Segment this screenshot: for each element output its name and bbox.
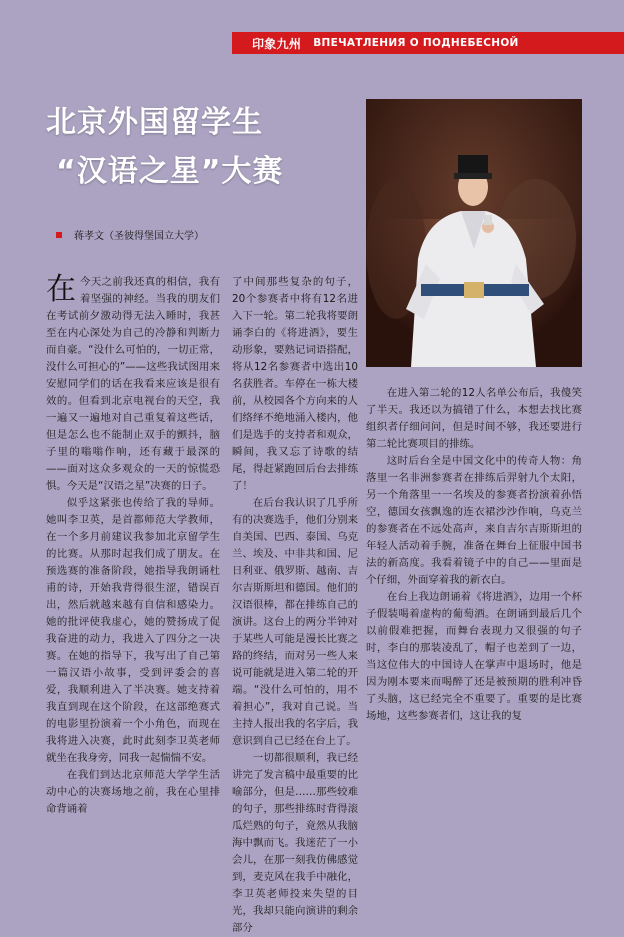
paragraph: 在我们到达北京师范大学学生活动中心的决赛场地之前，我在心里排命背诵着 <box>46 769 220 815</box>
byline-author: 蒋孝文（圣彼得堡国立大学） <box>74 231 204 242</box>
paragraph: 在进入第二轮的12人名单公布后，我傻笑了半天。我还以为搞错了什么，本想去找比赛组织者仔细问问，但是时间不够，我还要进行第二轮比赛项目的排练。 <box>366 387 582 450</box>
section-header-band <box>232 32 624 54</box>
article-title-line2: “汉语之星”大赛 <box>56 154 284 189</box>
byline-marker-icon <box>56 232 62 238</box>
section-title-ru: ВПЕЧАТЛЕНИЯ О ПОДНЕБЕСНОЙ <box>313 37 519 49</box>
paragraph: 在后台我认识了几乎所有的决赛选手，他们分别来自美国、巴西、泰国、乌克兰、埃及、中非共和国、尼日利亚、俄罗斯、越南、吉尔吉斯斯坦和德国。他们的汉语很棒，都在排练自己的演讲。这台上的两分半钟对于某些人可能是漫长比赛之路的终结，而对另一些人来说可能就是进入第二轮的开端。“没什么可怕的，用不着担心”，我对自己说。当主持人报出我的名字后，我意识到自己已经在台上了。 <box>232 497 358 747</box>
article-column-2 <box>232 274 358 934</box>
paragraph: 一切都很顺利，我已经讲完了发言稿中最重要的比喻部分，但是……那些较难的句子，那些排练时背得滚瓜烂熟的句子，竟然从我脑海中飘而飞。我迷茫了一小会儿，在那一刻我仿佛感觉到，麦克风在我手中融化，李卫英老师投来失望的目光，我却只能向演讲的剩余部分 <box>232 752 358 934</box>
performer-photo-illustration <box>366 99 582 367</box>
section-title-cn: 印象九州 <box>252 36 302 51</box>
article-title <box>46 98 366 196</box>
paragraph: 了中间那些复杂的句子，20个参赛者中将有12名进入下一轮。第二轮我将要朗诵李白的《将进酒》，要生动形象，要熟记词语搭配，将从12名参赛者中选出10名获胜者。车停在一栋大楼前，从校园各个方向来的人们络绎不绝地涌入楼内，他们是选手的支持者和观众，瞬间，我又忘了诗歌的结尾，得赶紧跑回后台去排练了！ <box>232 276 358 492</box>
article-column-3 <box>366 385 582 735</box>
paragraph: 这时后台全是中国文化中的传奇人物：角落里一名非洲参赛者在排练后羿射九个太阳，另一个角落里一一名埃及的参赛者扮演着孙悟空，德国女孩飘逸的连衣裙沙沙作响，乌克兰的参赛者在不远处高声，来自吉尔吉斯斯坦的年轻人活动着手腕，准备在舞台上征服中国书法的新高度。我看着镜子中的自己——里面是个仔细，外面穿着我的新衣白。 <box>366 455 582 586</box>
article-title-line1: 北京外国留学生 <box>46 105 263 140</box>
dropcap: 在 <box>46 272 76 307</box>
article-column-1 <box>46 272 220 815</box>
paragraph: 似乎这紧张也传给了我的导师。她叫李卫英，是首都师范大学教师，在一个多月前建议我参加北京留学生的比赛。从那时起我们成了朋友。在预选赛的准备阶段，她指导我朗诵杜甫的诗，开始我背得很生涩，错误百出，然后就越来越有自信和感染力。她的批评使我虚心，她的赞扬成了促我奋进的动力，我进入了四分之一决赛。在她的指导下，我写出了自己第一篇汉语小故事，受到评委会的喜爱，我顺利进入了半决赛。她支持着我直到现在这个阶段，在这部绝赛式的电影里扮演着一个小角色，而现在我将进入决赛，此时此刻李卫英老师就坐在我身旁，同我一起惴惴不安。 <box>46 497 220 764</box>
paragraph: 在台上我边朗诵着《将进酒》，边用一个杯子假装喝着虚构的葡萄酒。在朗诵到最后几个以前假难把握，而舞台表现力又很强的句子时，李白的那装凌乱了，帽子也差到了一边，当这位伟大的中国诗人在掌声中退场时，他是因为刚本要来而喝醉了还是被预期的胜利冲昏了头脑，这已经完全不重要了。重要的是比赛场地，这些参赛者们，这让我的复 <box>366 591 582 722</box>
byline <box>56 227 204 242</box>
article-photo <box>366 99 582 367</box>
paragraph: 在今天之前我还真的相信，我有着坚强的神经。当我的朋友们在考试前夕激动得无法入睡时，我甚至在内心深处为自己的冷静和判断力而自豪。“没什么可怕的，一切正常，没什么可担心的”——这些我试图用来安慰同学们的话在我看来应该是很有效的。但看到北京电视台的天空，我一遍又一遍地对自己重复着这些话，但是怎么也不能制止双手的颤抖，脑子里的嗡嗡作响，还有藏于最深的——面对这众多观众的一天的惊慌恐惧。今天是“汉语之星”决赛的日子。 <box>46 272 220 492</box>
